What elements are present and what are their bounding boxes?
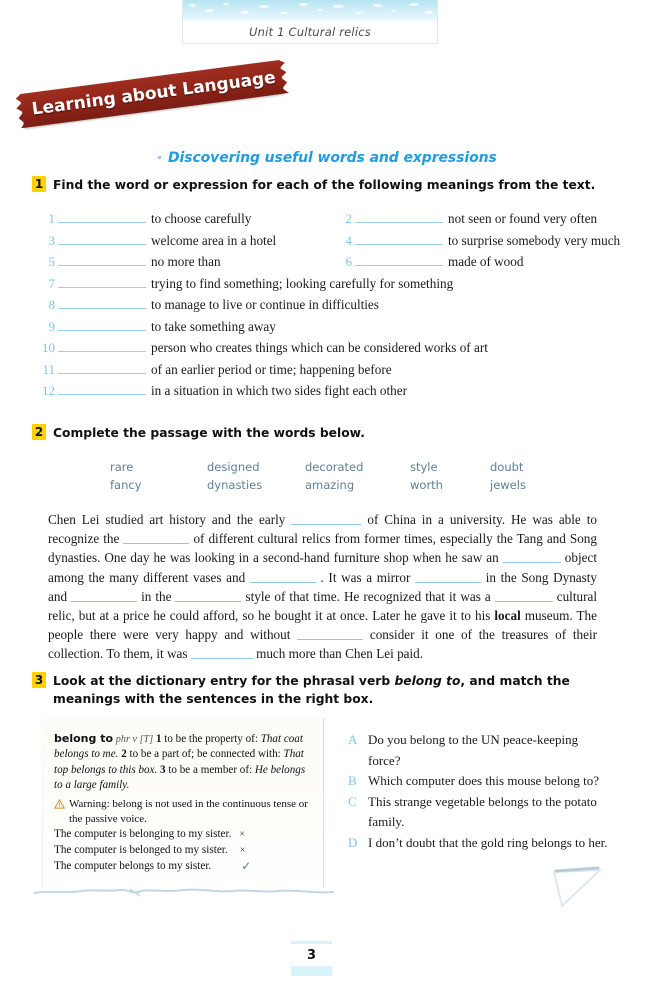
answer-blank[interactable] xyxy=(58,338,146,352)
meaning-index: 6 xyxy=(345,254,352,269)
task-2-instruction: Complete the passage with the words below. xyxy=(53,426,365,440)
section-heading: Discovering useful words and expressions xyxy=(168,150,497,166)
dictionary-headword: belong to xyxy=(54,732,114,745)
warning-label: Warning: xyxy=(69,797,110,810)
answer-blank[interactable] xyxy=(58,209,146,223)
dictionary-part-of-speech: phr v [T] xyxy=(115,734,154,745)
sense-example: That coat belongs to me. xyxy=(54,733,303,761)
meaning-index: 4 xyxy=(345,232,352,248)
task-1 xyxy=(32,176,632,194)
passage-segment: in the xyxy=(141,588,172,604)
sense-definition: to be the property of: xyxy=(164,733,258,745)
answer-blank[interactable] xyxy=(355,252,443,266)
meaning-index: 7 xyxy=(48,275,55,291)
cloze-passage xyxy=(48,510,597,664)
decorative-swash xyxy=(548,862,608,908)
meanings-row xyxy=(40,230,640,252)
passage-blank[interactable] xyxy=(250,570,316,583)
unit-header xyxy=(182,0,438,44)
sentence-item-b[interactable] xyxy=(348,771,608,792)
usage-example-sentence: The computer belongs to my sister. xyxy=(54,859,212,872)
meaning-definition: in a situation in which two sides fight each other xyxy=(151,383,408,398)
meaning-index: 8 xyxy=(48,297,55,312)
meaning-item-4 xyxy=(337,230,620,252)
meaning-item-8 xyxy=(40,294,379,316)
warning-triangle-icon xyxy=(54,799,65,809)
answer-blank[interactable] xyxy=(355,209,443,223)
passage-blank[interactable] xyxy=(71,589,137,602)
meaning-definition: to manage to live or continue in difficulties xyxy=(151,297,379,312)
passage-segment: of China in a university. He was able to recognize the xyxy=(48,512,598,547)
task-1-instruction: Find the word or expression for each of the following meanings from the text. xyxy=(53,178,596,192)
dictionary-entry-box xyxy=(42,718,324,888)
meanings-row xyxy=(40,316,640,338)
passage-blank[interactable] xyxy=(415,570,481,583)
task-2 xyxy=(32,424,632,442)
unit-title: Unit 1 Cultural relics xyxy=(249,25,371,39)
word-bank xyxy=(110,458,580,494)
usage-example-row xyxy=(54,827,312,843)
usage-example-row xyxy=(54,843,312,859)
incorrect-mark-icon: × xyxy=(239,845,246,857)
word-bank-word[interactable]: designed xyxy=(207,460,260,474)
meaning-definition: to surprise somebody very much xyxy=(448,232,621,248)
task-3-instruction-post: , and match the meanings with the sentences in the right box. xyxy=(53,674,570,706)
meaning-definition: to choose carefully xyxy=(151,211,252,226)
passage-blank[interactable] xyxy=(495,589,553,602)
task-2-number: 2 xyxy=(32,424,46,440)
meaning-item-2 xyxy=(337,208,597,230)
sentence-item-a[interactable] xyxy=(348,730,608,771)
passage-blank[interactable] xyxy=(175,589,241,602)
meanings-row xyxy=(40,294,640,316)
passage-segment: in the Song Dynasty and xyxy=(48,569,598,604)
meanings-row xyxy=(40,273,640,295)
torn-paper-edge xyxy=(34,884,334,898)
page-number: 3 xyxy=(291,944,332,966)
meaning-item-12 xyxy=(40,380,407,402)
meaning-item-7 xyxy=(40,273,453,295)
dictionary-warning xyxy=(54,797,312,828)
meanings-row xyxy=(40,208,640,230)
sentence-letter: B xyxy=(348,773,357,788)
usage-example-row xyxy=(54,859,312,875)
sentence-item-d[interactable] xyxy=(348,833,608,854)
answer-blank[interactable] xyxy=(58,317,146,331)
sentence-text: This strange vegetable belongs to the potato family. xyxy=(368,793,597,829)
passage-segment: museum. The people there were very happy and without xyxy=(48,608,598,643)
sentence-match-box xyxy=(348,730,608,853)
dictionary-definition-text xyxy=(54,731,312,874)
passage-segment: object among the many different vases and xyxy=(48,550,598,585)
answer-blank[interactable] xyxy=(58,252,146,266)
word-bank-row xyxy=(110,476,580,494)
answer-blank[interactable] xyxy=(58,231,146,245)
meaning-index: 12 xyxy=(42,383,55,398)
meaning-item-9 xyxy=(40,316,276,338)
passage-blank[interactable] xyxy=(123,531,189,544)
passage-segment: style of that time. He recognized that it was a xyxy=(245,588,491,604)
word-bank-word[interactable]: amazing xyxy=(305,478,355,492)
banner-label: Learning about Language xyxy=(30,67,277,120)
task-3-number: 3 xyxy=(32,672,46,688)
word-bank-word[interactable]: fancy xyxy=(110,478,142,492)
warning-text: belong is not used in the continuous tense or the passive voice. xyxy=(69,797,308,826)
water-texture-band xyxy=(183,0,437,21)
passage-segment: . It was a mirror xyxy=(320,569,411,585)
meaning-index: 5 xyxy=(48,254,55,269)
heading-bullet-dot xyxy=(158,156,161,159)
word-bank-word[interactable]: dynasties xyxy=(207,478,263,492)
passage-segment: cultural relic, but at a price he could afford, so he bought it at once. Later he gave it to his xyxy=(48,588,598,624)
meanings-row xyxy=(40,337,640,359)
sentence-item-c[interactable] xyxy=(348,792,608,833)
sense-number: 2 xyxy=(121,748,127,761)
sentence-text: Which computer does this mouse belong to? xyxy=(368,773,600,788)
meaning-definition: no more than xyxy=(151,254,221,269)
meanings-row xyxy=(40,359,640,381)
sentence-letter: C xyxy=(348,793,357,809)
meaning-definition: not seen or found very often xyxy=(448,211,598,226)
correct-check-icon: ✓ xyxy=(241,858,252,873)
passage-segment: Chen Lei studied art history and the early xyxy=(48,512,286,527)
sense-number: 3 xyxy=(160,763,166,776)
meaning-item-10 xyxy=(40,337,488,359)
word-bank-word[interactable]: jewels xyxy=(490,478,526,492)
meaning-definition: welcome area in a hotel xyxy=(151,232,277,248)
sense-definition: to be a part of; be connected with: xyxy=(129,748,281,761)
word-bank-word[interactable]: doubt xyxy=(490,460,524,474)
sense-definition: to be a member of: xyxy=(168,763,253,776)
meaning-item-1 xyxy=(40,208,251,230)
answer-blank[interactable] xyxy=(355,231,443,245)
meaning-definition: of an earlier period or time; happening before xyxy=(151,361,392,377)
meaning-index: 10 xyxy=(42,340,55,355)
meanings-row xyxy=(40,251,640,273)
answer-blank[interactable] xyxy=(58,295,146,309)
sentence-letter: A xyxy=(348,732,358,747)
word-bank-word[interactable]: decorated xyxy=(305,460,364,474)
passage-segment: of different cultural relics from former times, especially the Tang and Song dynasties. One day he was looking in a second-hand furniture shop when he saw an xyxy=(48,531,597,566)
passage-segment: much more than Chen Lei paid. xyxy=(256,646,424,662)
meanings-row xyxy=(40,380,640,402)
meaning-index: 11 xyxy=(42,361,55,377)
sentence-text: I don’t doubt that the gold ring belongs to her. xyxy=(368,834,608,850)
sense-example: He belongs to a large family. xyxy=(54,763,306,792)
meaning-index: 3 xyxy=(48,232,55,248)
meaning-definition: trying to find something; looking carefully for something xyxy=(151,275,454,291)
task-3-instruction-pre: Look at the dictionary entry for the phrasal verb xyxy=(53,674,395,688)
meanings-list xyxy=(40,208,640,402)
meaning-index: 1 xyxy=(48,211,55,226)
sense-example: That top belongs to this box. xyxy=(54,748,304,776)
usage-example-sentence: The computer is belonged to my sister. xyxy=(54,844,228,857)
passage-blank[interactable] xyxy=(503,550,561,563)
passage-blank[interactable] xyxy=(191,646,253,659)
task-1-number: 1 xyxy=(32,176,46,192)
task-3-phrasal-verb: belong to xyxy=(394,674,461,688)
passage-segment: consider it one of the treasures of their collection. To them, it was xyxy=(48,627,598,662)
meaning-definition: to take something away xyxy=(151,318,276,334)
sentence-letter: D xyxy=(348,834,358,850)
meaning-item-6 xyxy=(337,251,523,273)
sentence-text: Do you belong to the UN peace-keeping force? xyxy=(368,732,579,768)
meaning-item-3 xyxy=(40,230,276,252)
learning-about-language-banner xyxy=(22,67,302,148)
incorrect-mark-icon: × xyxy=(239,829,246,841)
meaning-item-11 xyxy=(40,359,392,381)
answer-blank[interactable] xyxy=(58,274,146,288)
sense-number: 1 xyxy=(155,733,162,745)
word-bank-word[interactable]: worth xyxy=(410,478,443,492)
meaning-index: 2 xyxy=(345,211,352,226)
meaning-index: 9 xyxy=(48,318,55,334)
answer-blank[interactable] xyxy=(58,360,146,374)
word-bank-word[interactable]: style xyxy=(410,460,438,474)
meaning-definition: made of wood xyxy=(448,254,524,269)
passage-bold-word: local xyxy=(494,608,521,624)
meaning-definition: person who creates things which can be considered works of art xyxy=(151,340,488,355)
task-3 xyxy=(32,672,622,708)
passage-blank[interactable] xyxy=(297,627,363,640)
meaning-item-5 xyxy=(40,251,221,273)
word-bank-row xyxy=(110,458,580,476)
answer-blank[interactable] xyxy=(58,381,146,395)
usage-example-sentence: The computer is belonging to my sister. xyxy=(54,828,232,841)
word-bank-word[interactable]: rare xyxy=(110,460,134,474)
task-3-instruction xyxy=(53,672,622,708)
passage-blank[interactable] xyxy=(291,512,361,525)
